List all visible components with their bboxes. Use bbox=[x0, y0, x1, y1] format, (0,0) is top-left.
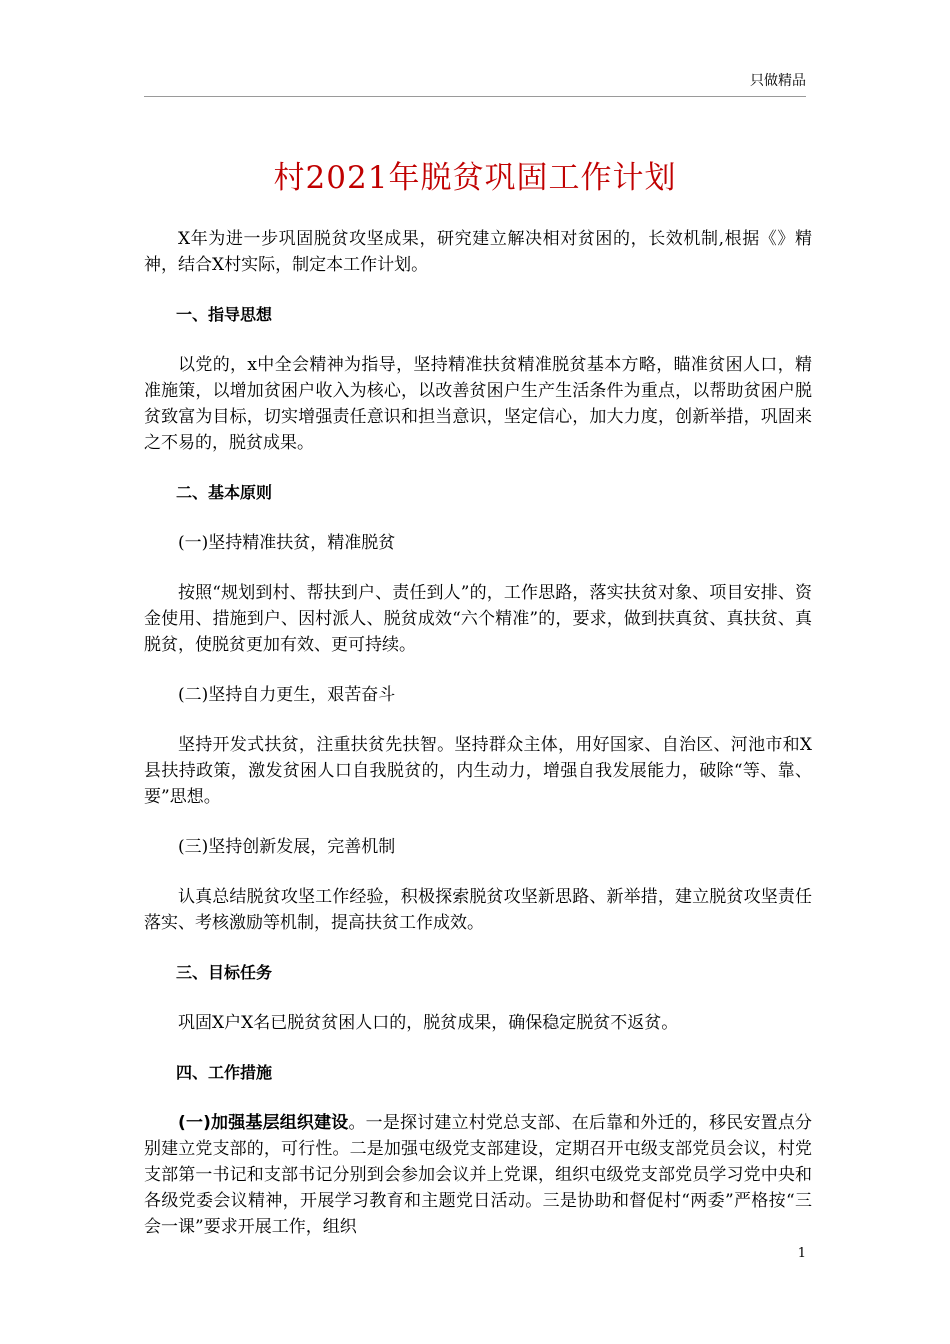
section-heading-basic-principles: 二、基本原则 bbox=[176, 483, 273, 502]
measure-1-text: 。一是探讨建立村党总支部、在后靠和外迁的，移民安置点分别建立党支部的，可行性。二是加强屯级党支部建设，定期召开屯级支部党员会议，村党支部第一书记和支部书记分别到会参加会议并上党课，组织屯级党支部党员学习党中央和各级党委会议精神，开展学习教育和主题党日活动。三是协助和督促村“两委”严格按“三会一课”要求开展工作，组织 bbox=[144, 1113, 813, 1237]
principle-3-paragraph: 认真总结脱贫攻坚工作经验，积极探索脱贫攻坚新思路、新举措，建立脱贫攻坚责任落实、考核激励等机制，提高扶贫工作成效。 bbox=[144, 887, 812, 933]
guiding-thought-paragraph: 以党的，x中全会精神为指导，坚持精准扶贫精准脱贫基本方略，瞄准贫困人口，精准施策，以增加贫困户收入为核心，以改善贫困户生产生活条件为重点，以帮助贫困户脱贫致富为目标，切实增强责任意识和担当意识，坚定信心，加大力度，创新举措，巩固来之不易的，脱贫成果。 bbox=[144, 355, 812, 453]
measure-1-lead: (一)加强基层组织建设 bbox=[178, 1113, 349, 1133]
document-body bbox=[144, 226, 812, 1264]
goals-paragraph: 巩固X户X名已脱贫贫困人口的，脱贫成果，确保稳定脱贫不返贫。 bbox=[178, 1013, 679, 1033]
section-heading-measures: 四、工作措施 bbox=[176, 1063, 273, 1082]
page-number: 1 bbox=[797, 1246, 806, 1261]
document-title: 村2021年脱贫巩固工作计划 bbox=[273, 160, 677, 196]
intro-paragraph: X年为进一步巩固脱贫攻坚成果，研究建立解决相对贫困的，长效机制,根据《》精神，结合X村实际，制定本工作计划。 bbox=[144, 229, 812, 275]
section-heading-guiding-thought: 一、指导思想 bbox=[176, 305, 273, 324]
principle-2-title: (二)坚持自力更生，艰苦奋斗 bbox=[178, 685, 396, 705]
measure-1-paragraph bbox=[144, 1110, 812, 1240]
principle-2-paragraph: 坚持开发式扶贫，注重扶贫先扶智。坚持群众主体，用好国家、自治区、河池市和X县扶持政策，激发贫困人口自我脱贫的，内生动力，增强自我发展能力，破除“等、靠、要”思想。 bbox=[144, 735, 812, 807]
principle-1-title: (一)坚持精准扶贫，精准脱贫 bbox=[178, 533, 396, 553]
header-mark: 只做精品 bbox=[750, 73, 806, 89]
principle-3-title: (三)坚持创新发展，完善机制 bbox=[178, 837, 396, 857]
section-heading-goals: 三、目标任务 bbox=[176, 963, 273, 982]
header-divider bbox=[144, 96, 806, 97]
principle-1-paragraph: 按照“规划到村、帮扶到户、责任到人”的，工作思路，落实扶贫对象、项目安排、资金使用、措施到户、因村派人、脱贫成效“六个精准”的，要求，做到扶真贫、真扶贫、真脱贫，使脱贫更加有效、更可持续。 bbox=[144, 583, 812, 655]
